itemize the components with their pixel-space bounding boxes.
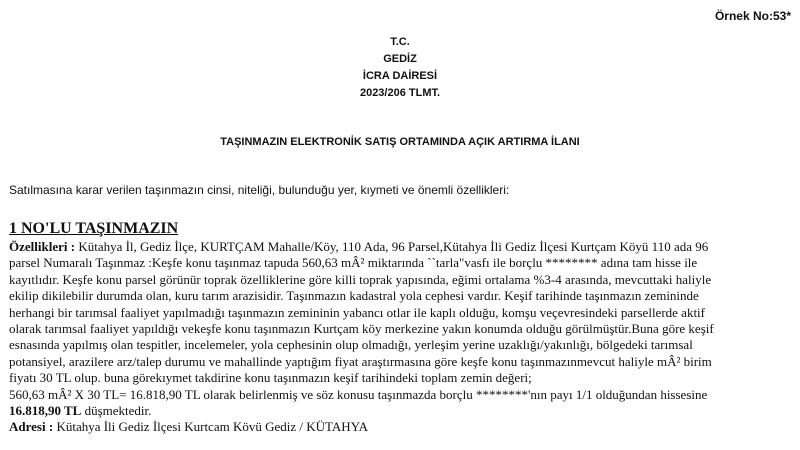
notice-title: TAŞINMAZIN ELEKTRONİK SATIŞ ORTAMINDA AÇIK ARTIRMA İLANI [220, 136, 580, 148]
features-line: parsel Numaralı Taşınmaz :Keşfe konu taşınmaz tapuda 560,63 mÂ² miktarında ``tarla"vasfı ile borçlu ******** adına tam hisse ile [9, 255, 698, 271]
features-line: herhangi bir tarımsal faaliyet yapılmadığı taşınmazın zemininin yabancı otlar ile kaplı olduğu, komşu veçevresindeki parsellerde aktif [9, 304, 705, 320]
address-line [9, 419, 791, 435]
features-line: esnasında yapılmış olan tespitler, incelemeler, yola cephesinin olup olmadığı, yerleşim yerine uzaklığı/yakınlığı, bölgedeki tarımsal [9, 337, 693, 353]
features-label: Özellikleri : [9, 239, 76, 254]
features-line: ekilip dikilebilir durumda olan, kuru tarım arazisidir. Taşınmazın kadastral yola cephesi vardır. Keşif tarihinde taşınmazın zemininde [9, 288, 699, 304]
features-line: potansiyel, arazilere arz/talep durumu ve mahallinde yaptığım fiyat araştırmasına göre keşfe konu taşınmazınmevcut haliyle mÂ² birim [9, 353, 712, 369]
header-district: GEDİZ [383, 53, 417, 65]
features-line: 560,63 mÂ² X 30 TL= 16.818,90 TL olarak belirlenmiş ve söz konusu taşınmazda borçlu ********'nın payı 1/1 olduğundan hissesine [9, 386, 708, 402]
value-line [9, 403, 791, 419]
address-label: Adresi : [9, 419, 54, 435]
header-file-number: 2023/206 TLMT. [359, 87, 441, 99]
property-features [9, 239, 791, 436]
value-suffix: düşmektedir. [81, 403, 152, 419]
header-country: T.C. [390, 36, 410, 48]
address-value: Kütahya İli Gediz İlçesi Kurtcam Kövü Gediz / KÜTAHYA [53, 419, 369, 435]
features-line: fiyatı 30 TL olup. buna görekıymet takdirine konu taşınmazın keşif tarihindeki toplam zemin değeri; [9, 370, 532, 386]
property-section [9, 219, 791, 436]
features-line: olarak tarımsal faaliyet yapıldığı vekeşfe konu taşınmazın Kurtçam köy merkezine yakın konumda olduğu görülmüştür.Buna göre keşif [9, 321, 714, 337]
features-line [9, 239, 791, 255]
form-number: Örnek No:53* [714, 9, 791, 23]
property-value: 16.818,90 TL [9, 403, 82, 419]
features-line: kayıtlıdır. Keşfe konu parsel görünür toprak özelliklerine göre killi toprak yapısında, eğimi ortalama %3-4 arasında, mevcuttaki haliyle [9, 271, 712, 287]
intro-text: Satılmasına karar verilen taşınmazın cinsi, niteliği, bulunduğu yer, kıymeti ve önemli özellikleri: [9, 183, 510, 197]
features-text: Kütahya İl, Gediz İlçe, KURTÇAM Mahalle/Köy, 110 Ada, 96 Parsel,Kütahya İli Gediz İlçesi Kurtçam Köyü 110 ada 96 [75, 239, 709, 254]
header-office: İCRA DAİRESİ [362, 70, 438, 82]
property-heading: 1 NO'LU TAŞINMAZIN [9, 220, 179, 237]
court-header [0, 34, 800, 102]
